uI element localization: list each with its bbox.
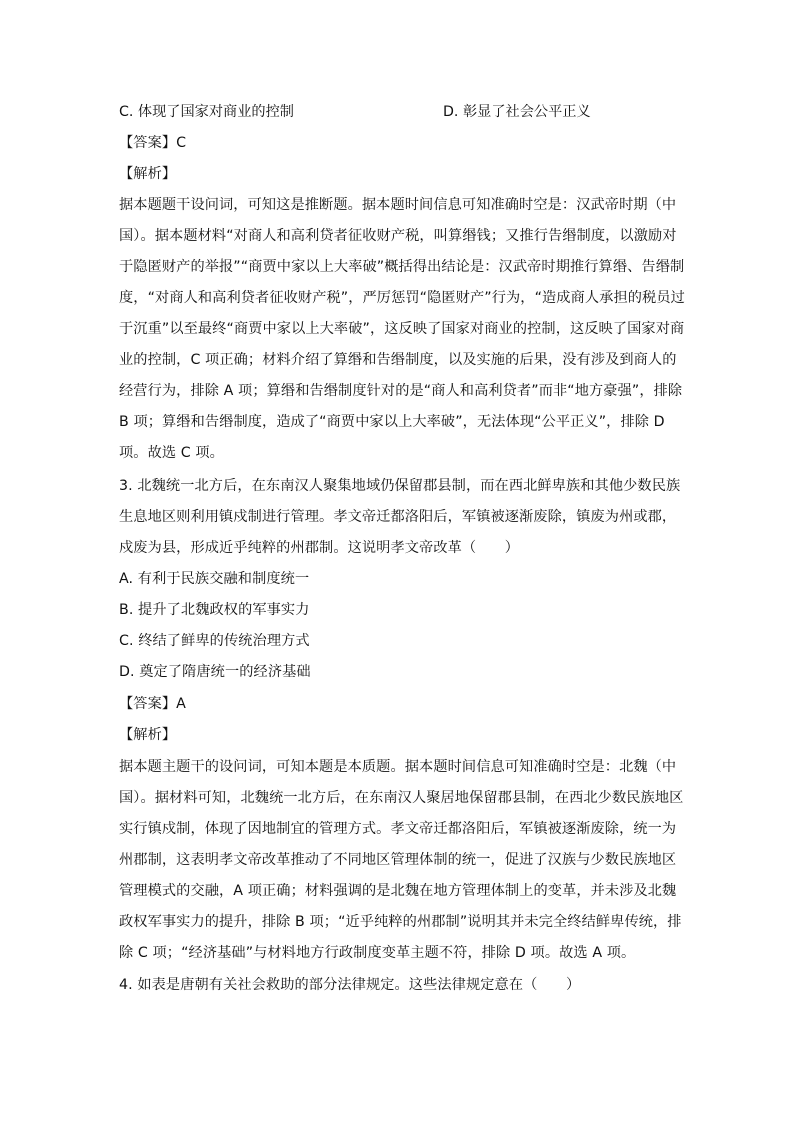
q2-analysis-label: 【解析】 [119,166,177,182]
q2-analysis-line: 度，“对商人和高利贷者征收财产税”，严厉惩罚“隐匿财产”行为，“造成商人承担的税员过 [119,290,685,306]
q3-option-d: D. 奠定了隋唐统一的经济基础 [119,664,311,680]
q3-option-b: B. 提升了北魏政权的军事实力 [119,602,310,618]
q2-analysis-line: 据本题题干设问词，可知这是推断题。据本题时间信息可知准确时空是：汉武帝时期（中 [119,197,677,213]
q3-analysis-line: 政权军事实力的提升，排除 B 项；“近乎纯粹的州郡制”说明其并未完全终结鲜卑传统，排 [119,914,682,930]
q3-analysis-line: 州郡制，这表明孝文帝改革推动了不同地区管理体制的统一，促进了汉族与少数民族地区 [119,852,677,868]
q2-analysis-line: 于沉重”以至最终“商贾中家以上大率破”，这反映了国家对商业的控制，这反映了国家对商 [119,321,685,337]
q2-analysis-line: 业的控制，C 项正确；材料介绍了算缗和告缗制度，以及实施的后果，没有涉及到商人的 [119,352,677,368]
q2-option-d: D. 彰显了社会公平正义 [443,104,591,120]
q3-analysis-line: 国）。据材料可知，北魏统一北方后，在东南汉人聚居地保留郡县制，在西北少数民族地区 [119,790,684,806]
q2-analysis-line: 于隐匿财产的举报”“商贾中家以上大率破”概括得出结论是：汉武帝时期推行算缗、告缗制 [119,259,685,275]
q2-analysis-line: 经营行为，排除 A 项；算缗和告缗制度针对的是“商人和高利贷者”而非“地方豪强”，排除 [119,383,683,399]
q3-option-c: C. 终结了鲜卑的传统治理方式 [119,633,310,649]
q4-stem: 4. 如表是唐朝有关社会救助的部分法律规定。这些法律规定意在（ ） [119,977,581,993]
q3-stem-line: 生息地区则利用镇戍制进行管理。孝文帝迁都洛阳后，军镇被逐渐废除，镇废为州或郡， [119,509,677,525]
q3-option-a: A. 有利于民族交融和制度统一 [119,571,310,587]
q2-analysis-line: 项。故选 C 项。 [119,445,224,461]
q3-analysis-line: 实行镇戍制，体现了因地制宜的管理方式。孝文帝迁都洛阳后，军镇被逐渐废除，统一为 [119,821,677,837]
q3-analysis-label: 【解析】 [119,727,177,743]
q2-analysis-line: B 项；算缗和告缗制度，造成了“商贾中家以上大率破”，无法体现“公平正义”，排除 D [119,414,665,430]
q3-analysis-line: 除 C 项；“经济基础”与材料地方行政制度变革主题不符，排除 D 项。故选 A 项。 [119,945,636,961]
q3-answer: 【答案】A [119,696,186,712]
q3-analysis-line: 据本题主题干的设问词，可知本题是本质题。据本题时间信息可知准确时空是：北魏（中 [119,759,677,775]
q3-stem-line: 3. 北魏统一北方后，在东南汉人聚集地域仍保留郡县制，而在西北鲜卑族和其他少数民族 [119,478,681,494]
q2-answer: 【答案】C [119,135,187,151]
q3-stem-line: 戍废为县，形成近乎纯粹的州郡制。这说明孝文帝改革（ ） [119,540,520,556]
q3-analysis-line: 管理模式的交融，A 项正确；材料强调的是北魏在地方管理体制上的变革，并未涉及北魏 [119,883,677,899]
q2-option-c: C. 体现了国家对商业的控制 [119,104,294,120]
q2-analysis-line: 国）。据本题材料“对商人和高利贷者征收财产税，叫算缗钱；又推行告缗制度，以激励对 [119,228,677,244]
q2-options-row [119,102,679,122]
